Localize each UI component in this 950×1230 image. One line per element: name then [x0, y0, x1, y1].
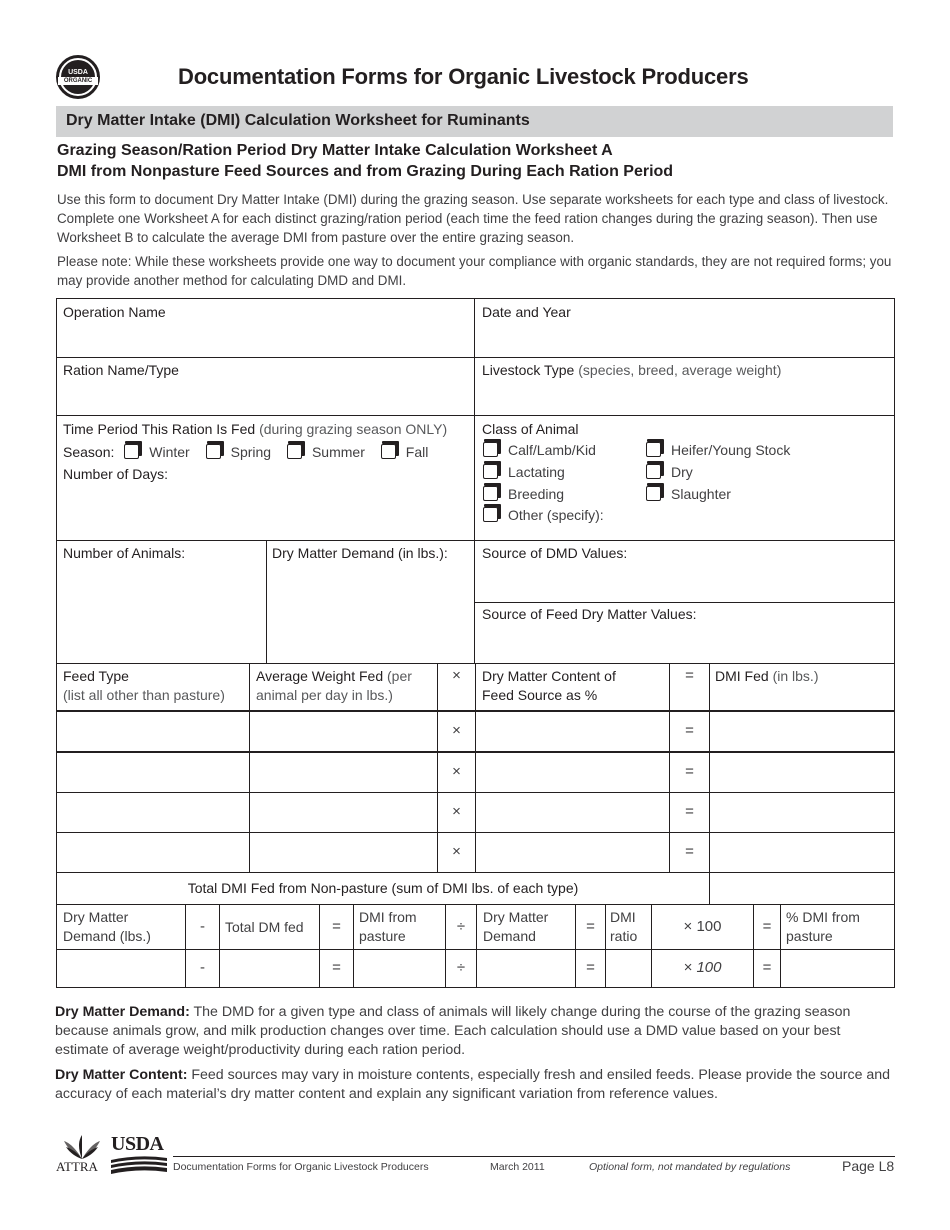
class-slaughter-option[interactable]: Slaughter [646, 485, 731, 504]
equals-symbol: = [332, 918, 341, 935]
divide-symbol: ÷ [456, 959, 466, 976]
class-other-option[interactable]: Other (specify): [483, 506, 604, 525]
calc-dm-demand-label-2: Demand (lbs.) [63, 928, 151, 944]
calc-dm-demand2-label-2: Demand [483, 928, 536, 944]
times-symbol: × [452, 763, 461, 780]
class-breeding-option[interactable]: Breeding [483, 485, 564, 504]
attra-logo-text: ATTRA [56, 1159, 98, 1174]
seal-organic-text: ORGANIC [58, 77, 98, 85]
total-row-label: Total DMI Fed from Non-pasture (sum of DMI lbs. of each type) [187, 880, 579, 896]
feed-type-input[interactable] [56, 752, 250, 793]
avg-weight-input[interactable] [249, 711, 438, 752]
checkbox-icon[interactable] [483, 464, 498, 479]
usda-logo-text: USDA [111, 1133, 164, 1155]
class-calf-option[interactable]: Calf/Lamb/Kid [483, 441, 596, 460]
feed-type-hint: (list all other than pasture) [63, 687, 225, 703]
dmd-note [55, 1003, 895, 1060]
dm-content-input[interactable] [475, 711, 670, 752]
calc-pct-pasture-label-2: pasture [786, 928, 833, 944]
checkbox-icon[interactable] [483, 507, 498, 522]
worksheet-subtitle: Grazing Season/Ration Period Dry Matter Intake Calculation Worksheet A [57, 142, 613, 159]
page-title: Documentation Forms for Organic Livestock Producers [178, 64, 749, 89]
attra-leaf-icon [62, 1133, 102, 1159]
avg-weight-input[interactable] [249, 752, 438, 793]
class-heifer-option[interactable]: Heifer/Young Stock [646, 441, 790, 460]
times-symbol: × [452, 843, 461, 860]
source-dmd-label: Source of DMD Values: [482, 545, 628, 561]
checkbox-icon[interactable] [483, 486, 498, 501]
operation-name-label: Operation Name [63, 304, 166, 320]
equals-symbol: = [685, 722, 694, 739]
avg-weight-label: Average Weight Fed (per [256, 668, 412, 684]
dm-content-input[interactable] [475, 752, 670, 793]
footer-date: March 2011 [490, 1161, 545, 1173]
season-summer-option[interactable]: Summer [287, 444, 365, 460]
class-dry-option[interactable]: Dry [646, 463, 693, 482]
season-label: Season: [63, 444, 115, 460]
minus-symbol: - [200, 918, 205, 935]
date-year-label: Date and Year [482, 304, 571, 320]
dmi-fed-input[interactable] [709, 752, 895, 793]
checkbox-icon[interactable] [646, 442, 661, 457]
calc-dm-demand-input[interactable] [56, 949, 186, 988]
checkbox-icon[interactable] [206, 444, 221, 459]
section-header: Dry Matter Intake (DMI) Calculation Worksheet for Ruminants [56, 106, 893, 137]
equals-symbol: = [586, 959, 595, 976]
calc-pct-pasture-label: % DMI from [786, 909, 860, 925]
minus-symbol: - [200, 959, 205, 976]
livestock-type-label: Livestock Type (species, breed, average weight) [482, 362, 782, 378]
dry-matter-demand-label: Dry Matter Demand (in lbs.): [272, 545, 448, 561]
calc-dmi-pasture-label-2: pasture [359, 928, 406, 944]
note-paragraph: Please note: While these worksheets provide one way to document your compliance with organic standards, they are not required forms; you may provide another method for calculating DMD and DMI. [57, 254, 892, 288]
dmc-note-title: Dry Matter Content: [55, 1067, 188, 1083]
total-dmi-field[interactable] [709, 872, 895, 905]
times-symbol: × [452, 667, 461, 684]
avg-weight-input[interactable] [249, 792, 438, 833]
times-symbol: × [452, 722, 461, 739]
seal-usda-text: USDA [68, 69, 88, 76]
intro-paragraph: Use this form to document Dry Matter Intake (DMI) during the grazing season. Use separate worksheets for each type and class of livestock. Complete one Worksheet A for each distinct grazing/ration period (each time the feed ration changes during the grazing season). Then use Worksheet B to calculate the average DMI from pasture over the entire grazing season. [57, 192, 889, 245]
checkbox-icon[interactable] [124, 444, 139, 459]
dm-content-input[interactable] [475, 832, 670, 873]
dmc-note-text: Feed sources may vary in moisture contents, especially fresh and ensiled feeds. Please provide the source and accuracy of each material’s dry matter content and explain any significant variation from reference values. [55, 1067, 891, 1102]
source-feed-dm-label: Source of Feed Dry Matter Values: [482, 606, 697, 622]
usda-organic-seal [56, 55, 100, 99]
equals-symbol: = [762, 959, 772, 976]
time-period-label: Time Period This Ration Is Fed (during grazing season ONLY) [63, 421, 448, 437]
equals-symbol: = [685, 667, 694, 684]
usda-logo-stripes-icon [111, 1156, 167, 1174]
checkbox-icon[interactable] [287, 444, 302, 459]
ration-name-label: Ration Name/Type [63, 362, 179, 378]
number-of-days-label: Number of Days: [63, 466, 169, 482]
equals-symbol: = [685, 803, 694, 820]
season-spring-option[interactable]: Spring [206, 444, 271, 460]
footer-rule [173, 1156, 895, 1157]
dmd-note-title: Dry Matter Demand: [55, 1004, 190, 1020]
divide-symbol: ÷ [456, 918, 466, 935]
footer-doc-title: Documentation Forms for Organic Livestock Producers [173, 1161, 429, 1173]
class-of-animal-label: Class of Animal [482, 421, 579, 437]
season-row [63, 443, 428, 462]
calc-dmi-ratio-label-2: ratio [610, 928, 638, 944]
calc-dmi-pasture-input[interactable] [353, 949, 446, 988]
dmi-fed-label: DMI Fed (in lbs.) [715, 668, 819, 684]
feed-type-input[interactable] [56, 792, 250, 833]
checkbox-icon[interactable] [483, 442, 498, 457]
calc-total-dm-label: Total DM fed [225, 919, 304, 935]
dmi-fed-input[interactable] [709, 792, 895, 833]
dmi-fed-input[interactable] [709, 832, 895, 873]
calc-dm-demand-label: Dry Matter [63, 909, 129, 925]
season-fall-option[interactable]: Fall [381, 444, 429, 460]
equals-symbol: = [685, 763, 694, 780]
class-lactating-option[interactable]: Lactating [483, 463, 565, 482]
calc-total-dm-input[interactable] [219, 949, 320, 988]
calc-dm-demand2-label: Dry Matter [483, 909, 549, 925]
worksheet-subtitle-2: DMI from Nonpasture Feed Sources and from Grazing During Each Ration Period [57, 163, 674, 180]
number-of-animals-label: Number of Animals: [63, 545, 186, 561]
footer-optional-note: Optional form, not mandated by regulations [589, 1161, 791, 1173]
avg-weight-hint: animal per day in lbs.) [256, 687, 393, 703]
checkbox-icon[interactable] [381, 444, 396, 459]
equals-symbol: = [586, 918, 595, 935]
feed-type-input[interactable] [56, 711, 250, 752]
times-symbol: × [452, 803, 461, 820]
season-winter-option[interactable]: Winter [124, 444, 189, 460]
times-100-symbol: × 100 [683, 918, 722, 935]
equals-symbol: = [332, 959, 341, 976]
times-100-symbol: × 100 [683, 959, 722, 976]
checkbox-icon[interactable] [646, 486, 661, 501]
page-number: Page L8 [842, 1158, 895, 1174]
equals-symbol: = [762, 918, 772, 935]
dm-content-label-2: Feed Source as % [482, 687, 598, 703]
checkbox-icon[interactable] [646, 464, 661, 479]
feed-type-label: Feed Type [63, 668, 129, 684]
dmd-note-text: The DMD for a given type and class of animals will likely change during the course of the grazing season because animals grow, and milk production changes over time. Each calculation should use a DMD value based on your best estimate of average weight/productivity during each ration period. [55, 1004, 851, 1058]
calc-dmi-ratio-label: DMI [610, 909, 636, 925]
equals-symbol: = [685, 843, 694, 860]
calc-dm-demand2-input[interactable] [476, 949, 576, 988]
dmc-note [55, 1066, 895, 1104]
calc-dmi-pasture-label: DMI from [359, 909, 417, 925]
feed-type-input[interactable] [56, 832, 250, 873]
dmi-fed-input[interactable] [709, 711, 895, 752]
avg-weight-input[interactable] [249, 832, 438, 873]
calc-pct-pasture-input[interactable] [780, 949, 895, 988]
calc-dmi-ratio-input[interactable] [605, 949, 652, 988]
dm-content-label: Dry Matter Content of [482, 668, 616, 684]
dm-content-input[interactable] [475, 792, 670, 833]
